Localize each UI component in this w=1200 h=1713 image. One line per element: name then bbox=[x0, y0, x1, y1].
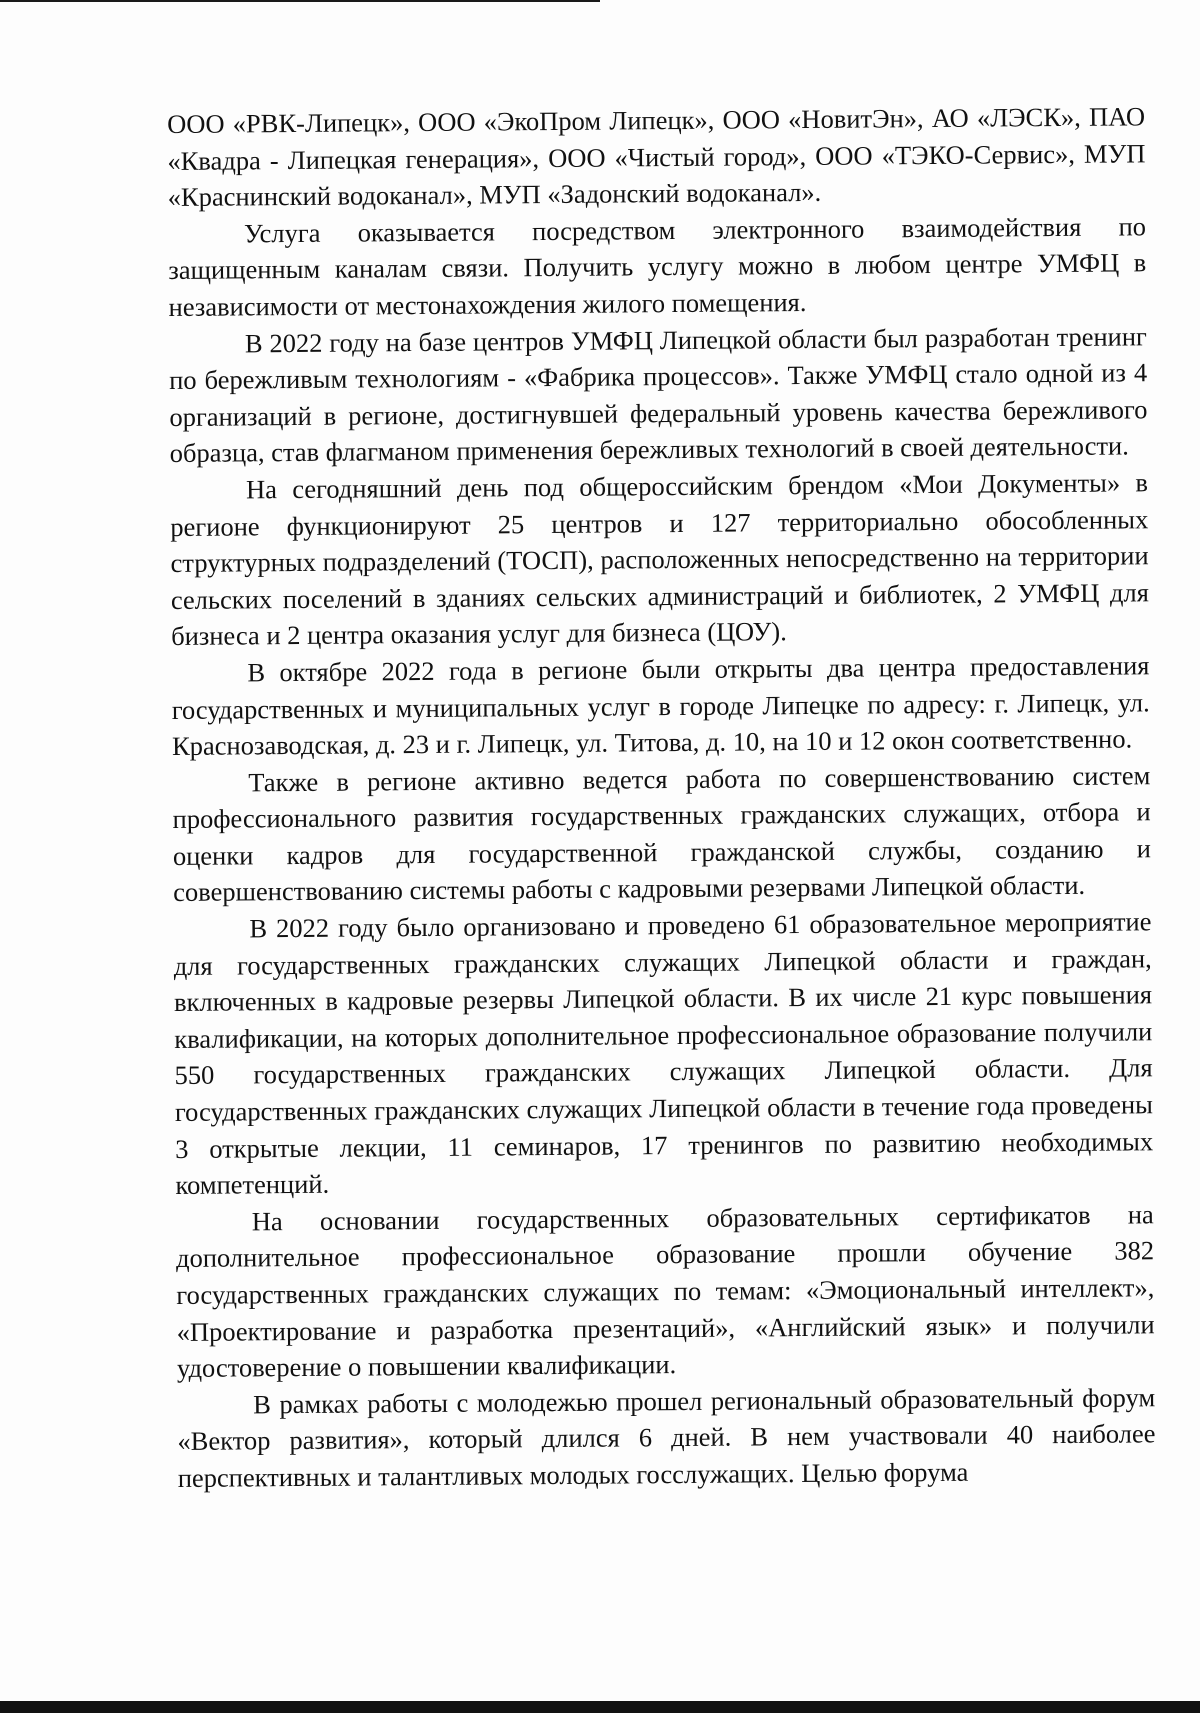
paragraph-lean-training: В 2022 году на базе центров УМФЦ Липецкой области был разработан тренинг по бережливым технологиям - «Фабрика процессов». Также УМФЦ стало одной из 4 организаций в регионе, достигнувшей федеральный уровень качества бережливого образца, став флагманом применения бережливых технологий в своей деятельности. bbox=[169, 320, 1148, 469]
paragraph-education-certificates: На основании государственных образовательных сертификатов на дополнительное профессиональное образование прошли обучение 382 государственных гражданских служащих по темам: «Эмоциональный интеллект», «Проектирование и разработка презентаций», «Английский язык» и получили удостоверение о повышении квалификации. bbox=[175, 1199, 1155, 1384]
paragraph-youth-forum: В рамках работы с молодежью прошел региональный образовательный форум «Вектор развития», который длился 6 дней. В нем участвовали 40 наиболее перспективных и талантливых молодых госслужащих. Целью форума bbox=[177, 1382, 1156, 1493]
paragraph-educational-events: В 2022 году было организовано и проведено 61 образовательное мероприятие для государственных гражданских служащих Липецкой области и граждан, включенных в кадровые резервы Липецкой области. В их числе 21 курс повышения квалификации, на которых дополнительное профессиональное образование получили 550 государственных гражданских служащих Липецкой области. Для государственных гражданских служащих Липецкой области в течение года проведены 3 открытые лекции, 11 семинаров, 17 тренингов по развитию необходимых компетенций. bbox=[173, 906, 1154, 1201]
document-body bbox=[167, 98, 1156, 1496]
paragraph-service-delivery: Услуга оказывается посредством электронного взаимодействия по защищенным каналам связи. Получить услугу можно в любом центре УМФЦ в независимости от местонахождения жилого помещения. bbox=[168, 211, 1147, 322]
paragraph-my-documents-centers: На сегодняшний день под общероссийским брендом «Мои Документы» в регионе функционируют 25 центров и 127 территориально обособленных структурных подразделений (ТОСП), расположенных непосредственно на территории сельских поселений в зданиях сельских администраций и библиотек, 2 УМФЦ для бизнеса и 2 центра оказания услуг для бизнеса (ЦОУ). bbox=[170, 467, 1149, 652]
paragraph-civil-service-development: Также в регионе активно ведется работа по совершенствованию систем профессионального развития государственных гражданских служащих, отбора и оценки кадров для государственной гражданской службы, созданию и совершенствованию системы работы с кадровыми резервами Липецкой области. bbox=[172, 759, 1151, 908]
paragraph-new-centers-october: В октябре 2022 года в регионе были открыты два центра предоставления государственных и муниципальных услуг в городе Липецке по адресу: г. Липецк, ул. Краснозаводская, д. 23 и г. Липецк, ул. Титова, д. 10, на 10 и 12 окон соответственно. bbox=[171, 650, 1150, 762]
scan-bottom-edge-bar bbox=[0, 1701, 1200, 1713]
paragraph-organizations-list: ООО «РВК-Липецк», ООО «ЭкоПром Липецк», ООО «НовитЭн», АО «ЛЭСК», ПАО «Квадра - Липецкая генерация», ООО «Чистый город», ООО «ТЭКО-Сервис», МУП «Краснинский водоканал», МУП «Задонский водоканал». bbox=[167, 101, 1146, 213]
scan-top-edge-line bbox=[0, 0, 600, 2]
